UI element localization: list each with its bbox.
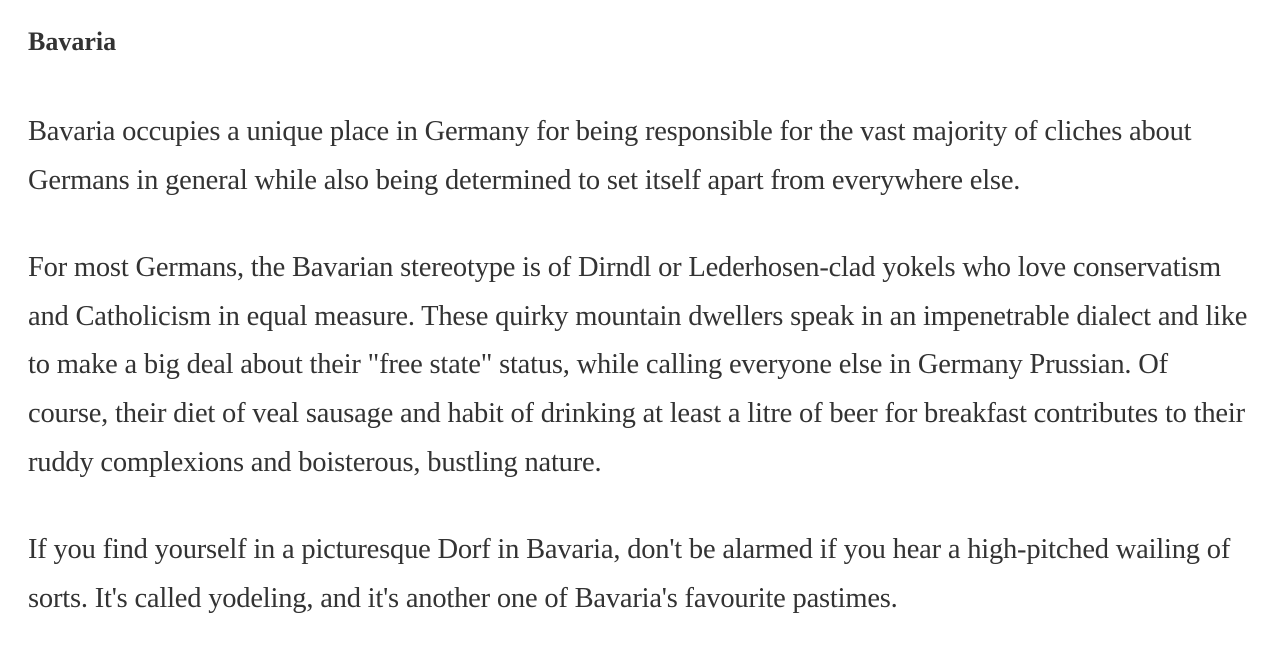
article: [28, 22, 1254, 623]
paragraph-stereotype: For most Germans, the Bavarian stereotype is of Dirndl or Lederhosen-clad yokels who love conservatism and Catholicism in equal measure. These quirky mountain dwellers speak in an impenetrable dialect and like to make a big deal about their "free state" status, while calling everyone else in Germany Prussian. Of course, their diet of veal sausage and habit of drinking at least a litre of beer for breakfast contributes to their ruddy complexions and boisterous, bustling nature.: [28, 252, 1248, 478]
section-heading: Bavaria: [28, 27, 117, 56]
paragraph-intro: Bavaria occupies a unique place in Germany for being responsible for the vast majority of cliches about Germans in general while also being determined to set itself apart from everywhere else.: [28, 116, 1192, 196]
paragraph-yodeling: If you find yourself in a picturesque Dorf in Bavaria, don't be alarmed if you hear a high-pitched wailing of sorts. It's called yodeling, and it's another one of Bavaria's favourite pastimes.: [28, 534, 1231, 614]
